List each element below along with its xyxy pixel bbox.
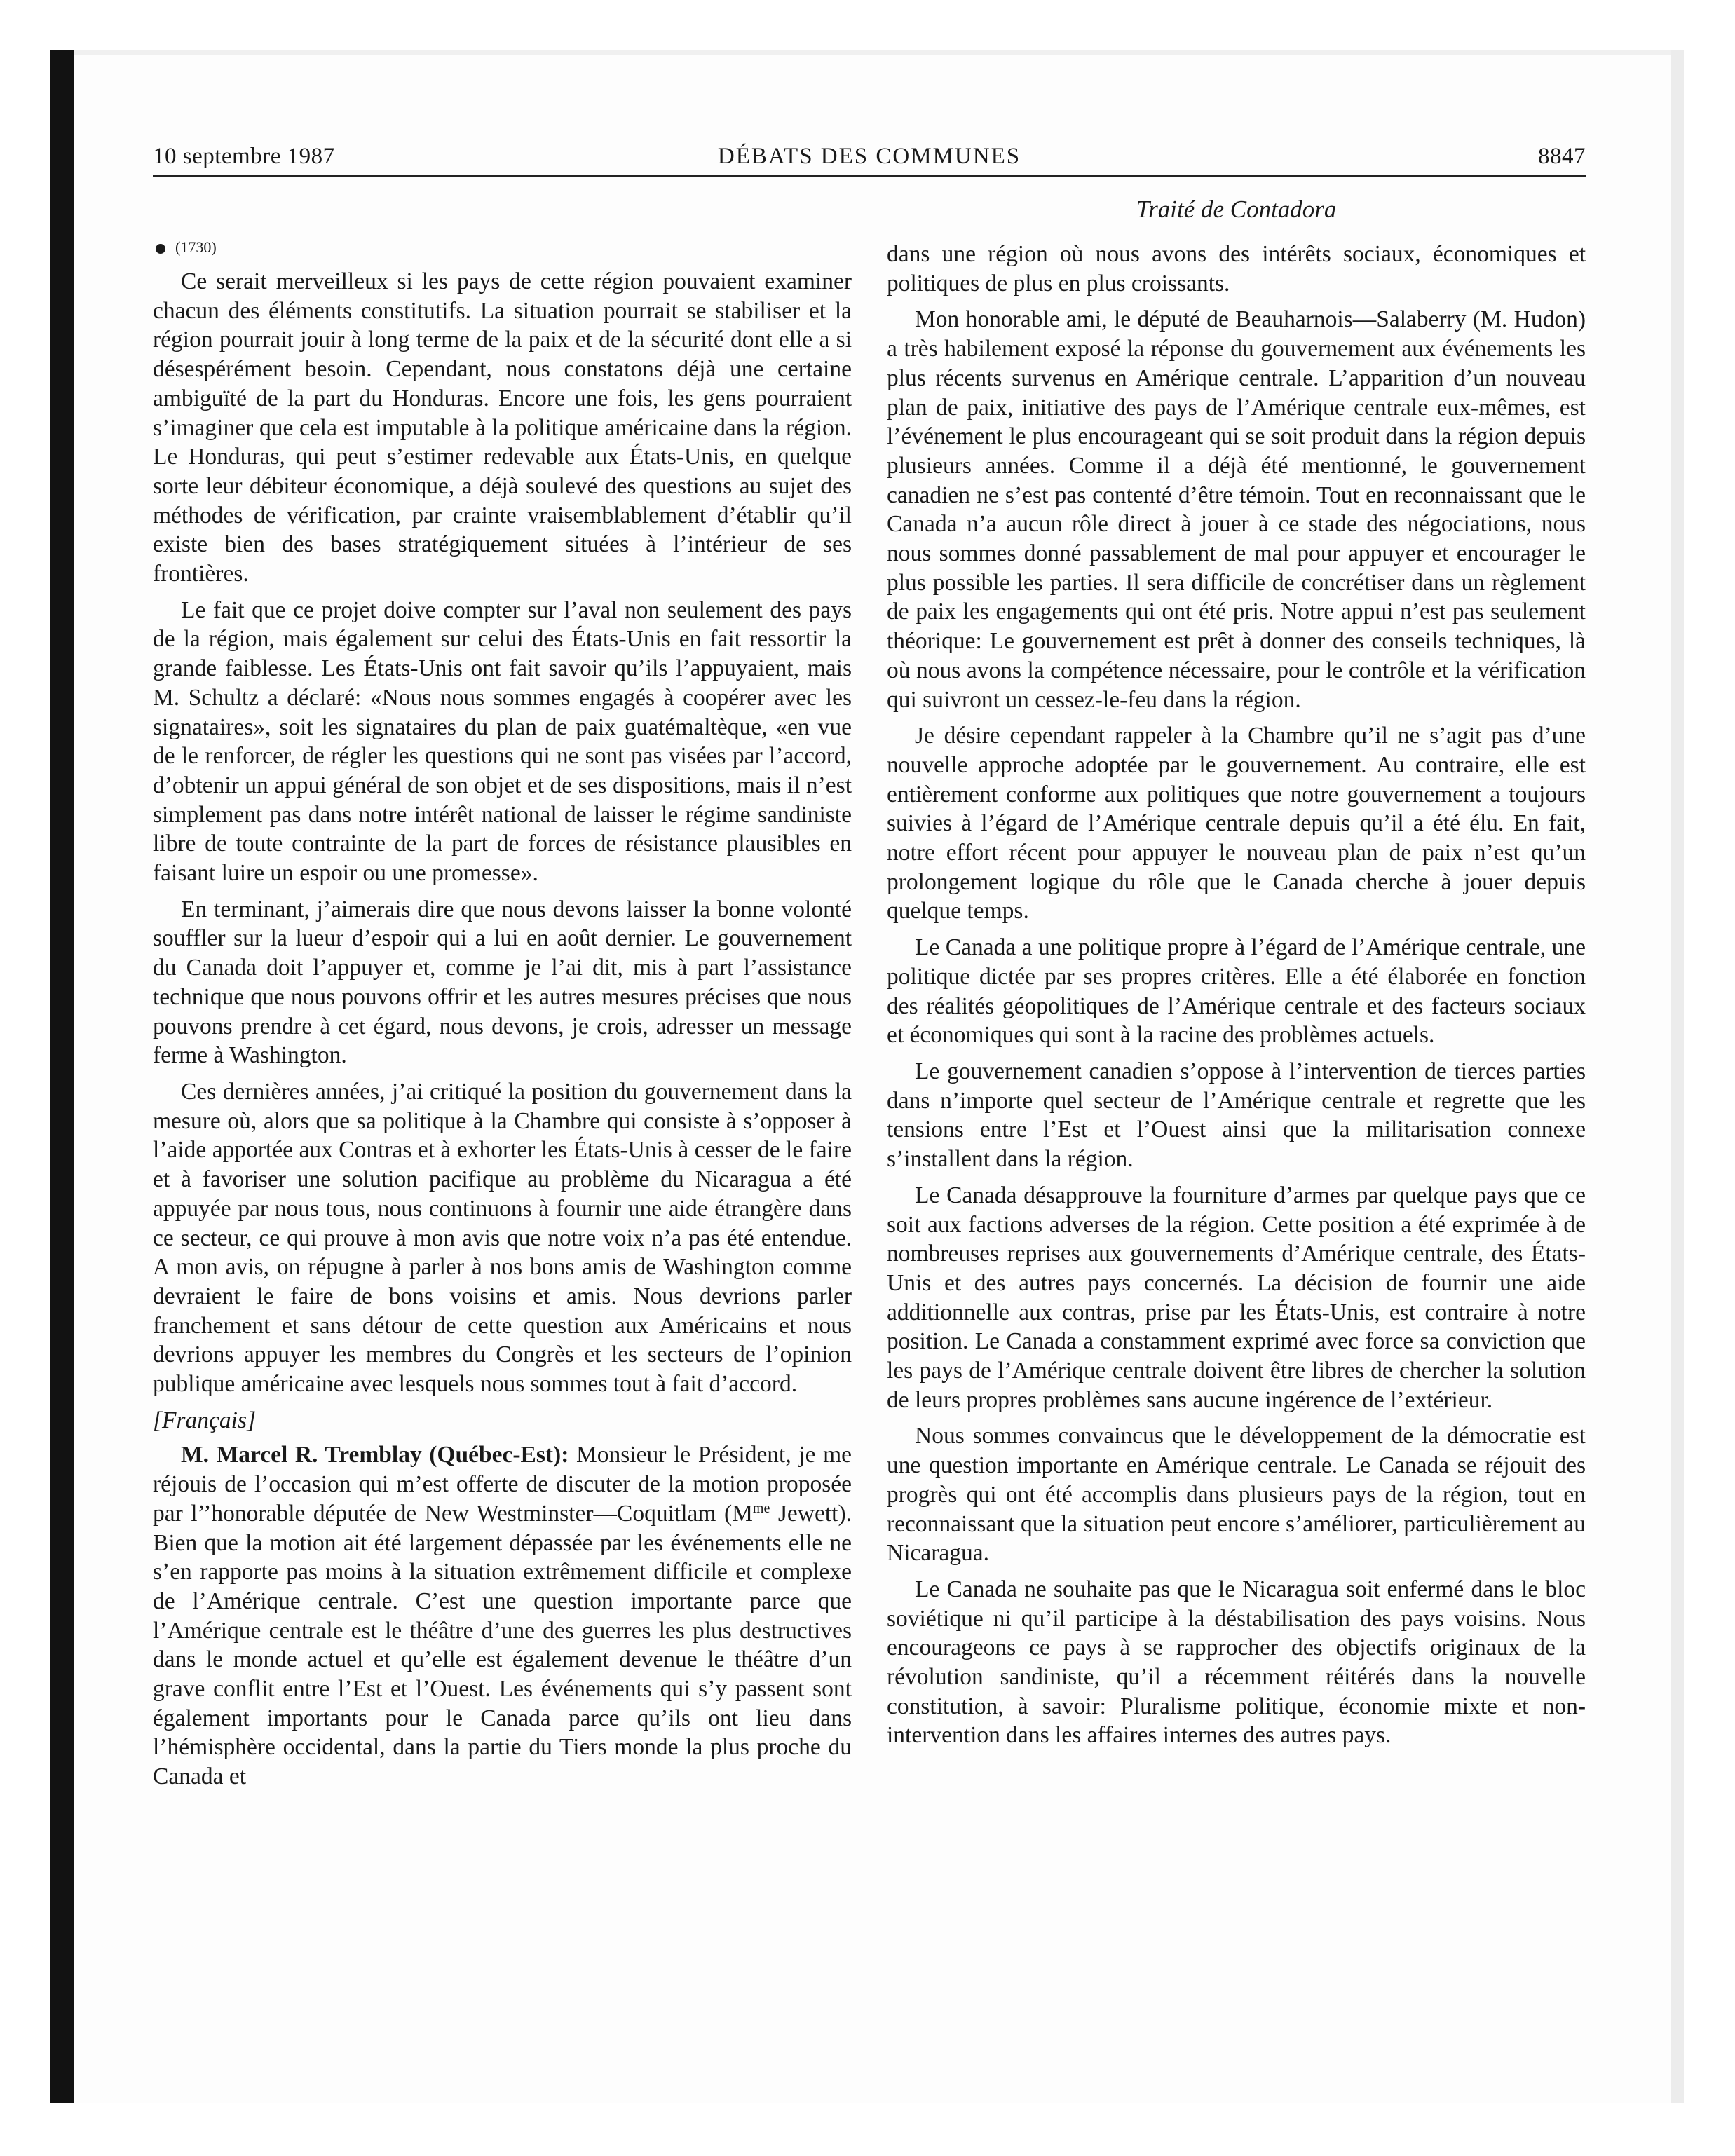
header-date: 10 septembre 1987 bbox=[153, 144, 335, 169]
header-page-number: 8847 bbox=[1538, 144, 1586, 169]
paragraph: Le gouvernement canadien s’oppose à l’intervention de tierces parties dans n’importe quel secteur de l’Amérique centrale et regrette que les tensions entre l’Est et l’Ouest ainsi que la militarisation connexe s’installent dans la région. bbox=[887, 1058, 1586, 1173]
time-marker-text: (1730) bbox=[175, 238, 217, 256]
speech-paragraph bbox=[153, 1440, 852, 1791]
paragraph: Nous sommes convaincus que le développement de la démocratie est une question importante en Amérique centrale. Le Canada se réjouit des progrès qui ont été accomplis dans plusieurs pays de la région, tout en reconnaissant que la situation peut encore s’améliorer, particulièrement au Nicaragua. bbox=[887, 1423, 1586, 1567]
header-rule bbox=[153, 175, 1586, 177]
bullet-dot-icon bbox=[156, 244, 165, 254]
time-marker bbox=[153, 228, 852, 267]
paragraph: Ces dernières années, j’ai critiqué la position du gouvernement dans la mesure où, alors que sa politique à la Chambre qui consiste à s’opposer à l’aide apportée aux Contras et à exhorter les États-Unis à cesser de le faire et à favoriser une solution pacifique au problème du Nicaragua a été appuyée par nous tous, nous continuons à fournir une aide étrangère dans ce secteur, ce qui prouve à mon avis que notre voix n’a pas été entendue. A mon avis, on répugne à parler à nos bons amis de Washington comme devraient le faire de bons voisins et amis. Nous devrions parler franchement et sans détour de cette question aux Américains et nous devrions appuyer les membres du Congrès et les secteurs de l’opinion publique américaine avec lesquels nous sommes tout à fait d’accord. bbox=[153, 1078, 852, 1398]
paragraph: Le Canada ne souhaite pas que le Nicaragua soit enfermé dans le bloc soviétique ni qu’il participe à la déstabilisation des pays voisins. Nous encourageons ce pays à se rapprocher des objectifs originaux de la révolution sandiniste, qu’il a récemment réitérés dans la nouvelle constitution, à savoir: Pluralisme politique, économie mixte et non-intervention dans les affaires internes des autres pays. bbox=[887, 1576, 1586, 1749]
paragraph: Le Canada a une politique propre à l’égard de l’Amérique centrale, une politique dictée par ses propres critères. Elle a été élaborée en fonction des réalités géopolitiques de l’Amérique centrale et des facteurs sociaux et économiques qui sont à la racine des problèmes actuels. bbox=[887, 934, 1586, 1049]
paragraph: Mon honorable ami, le député de Beauharnois—Salaberry (M. Hudon) a très habilement exposé la réponse du gouvernement aux événements les plus récents survenus en Amérique centrale. L’apparition d’un nouveau plan de paix, initiative des pays de l’Amérique centrale eux-mêmes, est l’événement le plus encourageant qui se soit produit dans la région depuis plusieurs années. Comme il a déjà été mentionné, le gouvernement canadien ne s’est pas contenté d’être témoin. Tout en reconnaissant que le Canada n’a aucun rôle direct à jouer à ce stade des négociations, nous nous sommes donné passablement de mal pour appuyer et encourager le plus possible les parties. Il sera difficile de concrétiser dans un règlement de paix les engagements qui ont été pris. Notre appui n’est pas seulement théorique: Le gouvernement est prêt à donner des conseils techniques, là où nous avons la compétence nécessaire, pour le contrôle et la vérification qui suivront un cessez-le-feu dans la région. bbox=[887, 306, 1586, 713]
scan-edge-left bbox=[50, 50, 74, 2103]
speech-text-part2: Jewett). Bien que la motion ait été largement dépassée par les événements elle ne s’en rapporte pas moins à la situation extrêmement difficile et complexe de l’Amérique centrale. C’est une question importante parce que l’Amérique centrale est le théâtre d’une des guerres les plus destructives dans le monde actuel et qu’elle est également devenue le théâtre d’un grave conflit entre l’Est et l’Ouest. Les événements qui s’y passent sont également importants pour le Canada parce qu’ils ont lieu dans l’hémisphère occidental, dans la partie du Tiers monde la plus proche du Canada et bbox=[153, 1500, 852, 1790]
running-header bbox=[153, 140, 1586, 175]
speech-text-part1: Monsieur le Président, je me réjouis de l’occasion qui m’est offerte de discuter de la motion proposée par l’’honorable députée de New Westminster—Coquitlam (M bbox=[153, 1442, 852, 1527]
left-column bbox=[153, 228, 852, 1799]
continuation-paragraph: dans une région où nous avons des intérêts sociaux, économiques et politiques de plus en plus croissants. bbox=[887, 241, 1586, 296]
section-title: Traité de Contadora bbox=[1136, 196, 1337, 223]
language-tag: [Français] bbox=[153, 1407, 257, 1433]
paragraph: Ce serait merveilleux si les pays de cette région pouvaient examiner chacun des éléments constitutifs. La situation pourrait se stabiliser et la région pourrait jouir à long terme de la paix et de la sécurité dont elle a si désespérément besoin. Cependant, nous constatons déjà une certaine ambiguïté de la part du Honduras. Encore une fois, les gens pourraient s’imaginer que cela est imputable à la politique américaine dans la région. Le Honduras, qui peut s’estimer redevable aux États-Unis, en quelque sorte leur débiteur économique, a déjà soulevé des questions au sujet des méthodes de vérification, par crainte vraisemblablement d’établir qu’il existe bien des bases stratégiquement situées à l’intérieur de ses frontières. bbox=[153, 268, 852, 587]
speech-superscript: me bbox=[752, 1500, 770, 1516]
paragraph: Le fait que ce projet doive compter sur l’aval non seulement des pays de la région, mais également sur celui des États-Unis en fait ressortir la grande faiblesse. Les États-Unis ont fait savoir qu’ils l’appuyaient, mais M. Schultz a déclaré: «Nous nous sommes engagés à coopérer avec les signataires», soit les signataires du plan de paix guatémaltèque, «en vue de le renforcer, de régler les questions qui ne sont pas visées par l’accord, d’obtenir un appui général de son objet et de ses dispositions, mais il n’est simplement pas dans notre intérêt national de laisser le régime sandiniste libre de toute contrainte de la part de forces de résistance plausibles en faisant luire un espoir ou une promesse». bbox=[153, 596, 852, 887]
paragraph: En terminant, j’aimerais dire que nous devons laisser la bonne volonté souffler sur la lueur d’espoir qui a lui en août dernier. Le gouvernement du Canada doit l’appuyer et, comme je l’ai dit, mis à part l’assistance technique que nous pouvons offrir et les autres mesures précises que nous pouvons prendre à cet égard, nous devons, je crois, adresser un message ferme à Washington. bbox=[153, 896, 852, 1069]
paragraph: Le Canada désapprouve la fourniture d’armes par quelque pays que ce soit aux factions adverses de la région. Cette position a été exprimée à de nombreuses reprises aux gouvernements d’Amérique centrale, des États-Unis et des autres pays concernés. La décision de fournir une aide additionnelle aux contras, prise par les États-Unis, est contraire à notre position. Le Canada a constamment exprimé avec force sa conviction que les pays de l’Amérique centrale doivent être libres de chercher la solution de leurs propres problèmes sans aucune ingérence de l’extérieur. bbox=[887, 1182, 1586, 1413]
paragraph: Je désire cependant rappeler à la Chambre qu’il ne s’agit pas d’une nouvelle approche adoptée par le gouvernement. Au contraire, elle est entièrement conforme aux politiques que notre gouvernement a toujours suivies à l’égard de l’Amérique centrale depuis qu’il a été élu. En fait, notre effort récent pour appuyer le nouveau plan de paix n’est qu’un prolongement logique du rôle que le Canada cherche à jouer depuis quelque temps. bbox=[887, 723, 1586, 925]
right-column bbox=[887, 240, 1586, 1757]
scan-edge-right bbox=[1671, 50, 1684, 2103]
speaker-name: M. Marcel R. Tremblay (Québec-Est): bbox=[181, 1442, 569, 1468]
header-title: DÉBATS DES COMMUNES bbox=[717, 144, 1021, 169]
